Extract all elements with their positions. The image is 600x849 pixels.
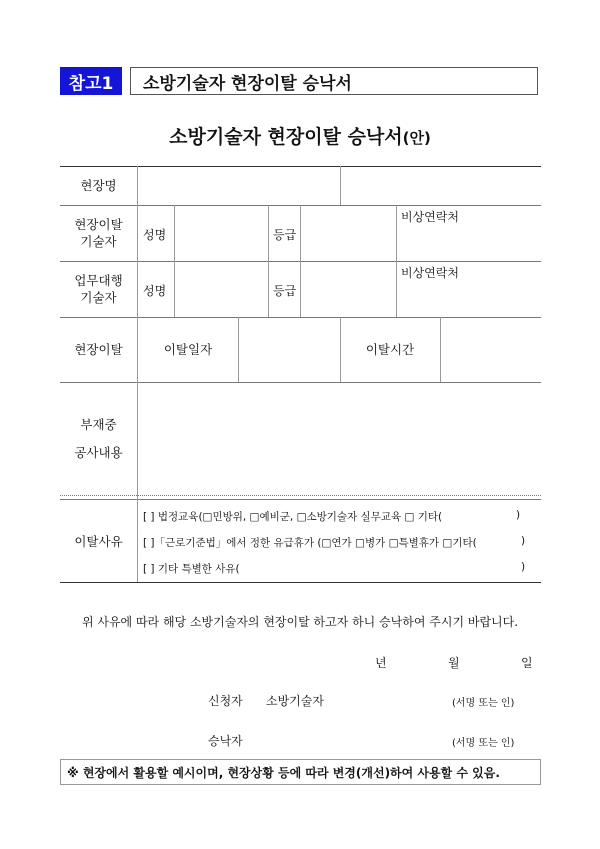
proxy-tech-name-label: 성명 bbox=[143, 284, 167, 298]
applicant-role: 소방기술자 bbox=[266, 694, 324, 708]
site-name-field[interactable] bbox=[138, 167, 339, 204]
col-divider bbox=[340, 166, 341, 205]
document-title-main: 소방기술자 현장이탈 승낙서 bbox=[169, 126, 403, 148]
document-title bbox=[0, 122, 600, 149]
proxy-tech-contact-label: 비상연락처 bbox=[401, 266, 459, 280]
row-divider bbox=[60, 495, 541, 496]
leave-time-field[interactable] bbox=[441, 318, 540, 381]
leaving-tech-grade-field[interactable] bbox=[301, 206, 395, 260]
date-year: 년 bbox=[375, 656, 387, 670]
col-divider bbox=[268, 205, 269, 317]
proxy-tech-label: 업무대행 기술자 bbox=[74, 273, 123, 305]
leaving-tech-label: 현장이탈 기술자 bbox=[74, 217, 123, 249]
leaving-tech-name-field[interactable] bbox=[175, 206, 267, 260]
leave-date-field[interactable] bbox=[239, 318, 339, 381]
reason-other-close: ) bbox=[521, 561, 526, 573]
date-month: 월 bbox=[448, 656, 460, 670]
proxy-tech-grade-field[interactable] bbox=[301, 262, 395, 316]
approver-sign-hint[interactable]: (서명 또는 인) bbox=[452, 738, 515, 749]
leave-time-label: 이탈시간 bbox=[365, 342, 415, 357]
reason-legal-training-close: ) bbox=[516, 509, 521, 521]
document-title-suffix: (안) bbox=[402, 129, 431, 147]
date-day: 일 bbox=[521, 656, 533, 670]
col-divider bbox=[137, 166, 138, 582]
leave-date-label: 이탈일자 bbox=[163, 342, 213, 357]
leaving-tech-grade-label: 등급 bbox=[273, 228, 297, 242]
reason-paid-leave[interactable]: [ ]「근로기준법」에서 정한 유급휴가 (□연가 □병가 □특별휴가 □기타( bbox=[143, 537, 477, 549]
site-name-label: 현장명 bbox=[80, 178, 117, 193]
applicant-sign-hint[interactable]: (서명 또는 인) bbox=[452, 698, 515, 709]
reason-label: 이탈사유 bbox=[74, 534, 123, 549]
request-text: 위 사유에 따라 해당 소방기술자의 현장이탈 하고자 하니 승낙하여 주시기 바랍니다. bbox=[81, 615, 519, 629]
row-divider bbox=[60, 499, 541, 500]
leave-label: 현장이탈 bbox=[74, 342, 123, 357]
leaving-tech-contact-label: 비상연락처 bbox=[401, 210, 459, 224]
leaving-tech-name-label: 성명 bbox=[143, 228, 167, 242]
approver-label: 승낙자 bbox=[208, 734, 243, 748]
proxy-tech-grade-label: 등급 bbox=[273, 284, 297, 298]
reason-paid-leave-close: ) bbox=[521, 535, 526, 547]
reference-tag: 참고1 bbox=[60, 67, 122, 95]
col-divider bbox=[396, 205, 397, 317]
absence-work-label-1: 부재중 bbox=[80, 417, 117, 432]
proxy-tech-name-field[interactable] bbox=[175, 262, 267, 316]
usage-note: ※ 현장에서 활용할 예시이며, 현장상황 등에 따라 변경(개선)하여 사용할 수 있음. bbox=[60, 759, 541, 785]
reason-legal-training[interactable]: [ ] 법정교육(□민방위, □예비군, □소방기술자 실무교육 □ 기타( bbox=[143, 511, 443, 523]
applicant-label: 신청자 bbox=[208, 694, 243, 708]
reason-other[interactable]: [ ] 기타 특별한 사유( bbox=[143, 563, 240, 575]
table-bottom-border bbox=[60, 582, 541, 583]
absence-work-field[interactable] bbox=[138, 383, 540, 494]
reference-title: 소방기술자 현장이탈 승낙서 bbox=[130, 67, 538, 95]
absence-work-label-2: 공사내용 bbox=[74, 445, 123, 460]
